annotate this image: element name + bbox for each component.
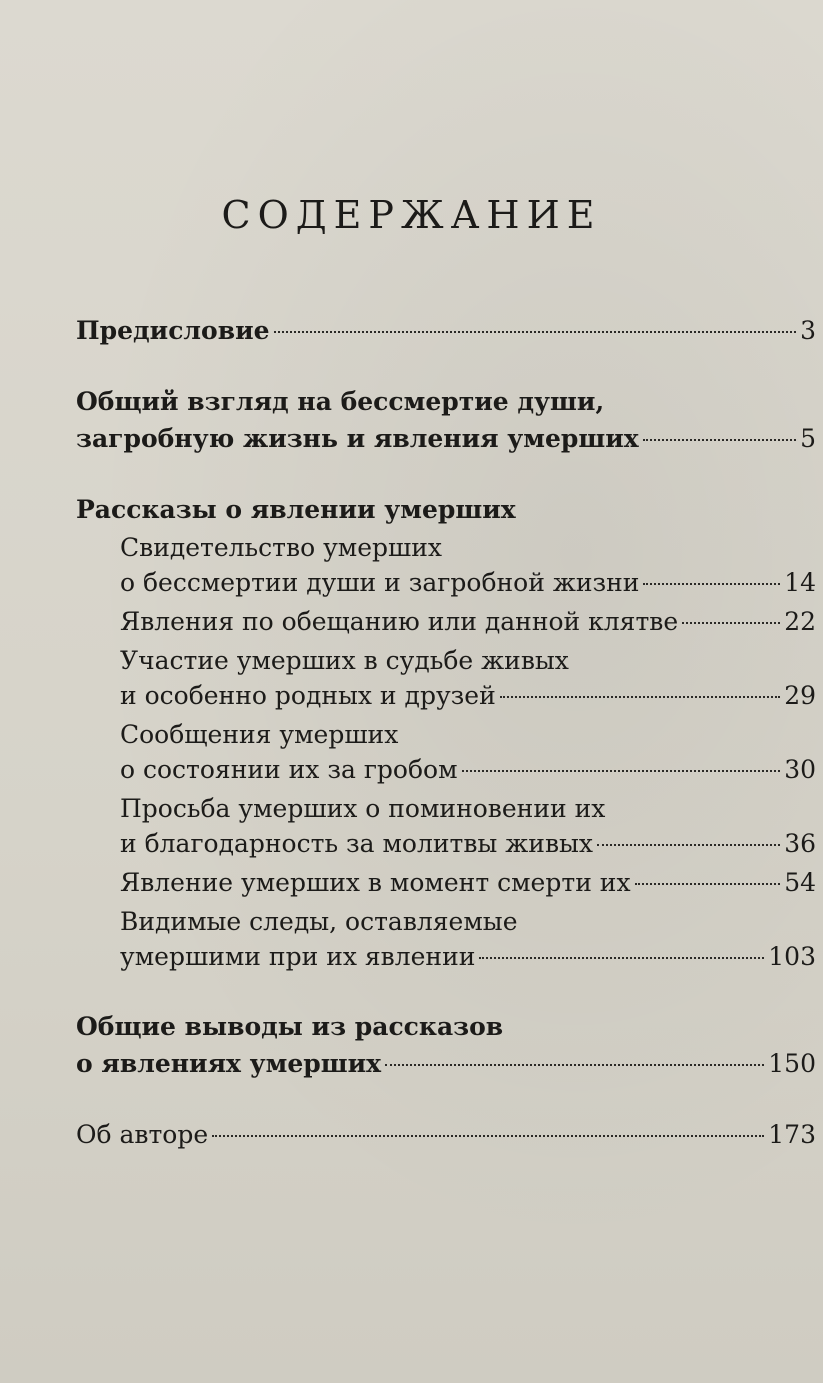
toc-subentry[interactable] [76, 791, 816, 861]
toc-entry-title-line: о явлениях умерших [76, 1049, 382, 1078]
toc-page-number: 14 [784, 568, 816, 597]
dot-leader [643, 583, 780, 585]
toc-entry-title-line: загробную жизнь и явления умерших [76, 424, 639, 453]
toc-entry-preface[interactable] [76, 312, 816, 349]
toc-entry-title-line: Сообщения умерших [120, 720, 399, 749]
toc-entry-title-line: Просьба умерших о поминовении их [120, 794, 606, 823]
dot-leader [500, 696, 780, 698]
toc-page-number: 30 [784, 755, 816, 784]
toc-entry-title-line: Участие умерших в судьбе живых [120, 646, 569, 675]
toc-page-number: 36 [784, 829, 816, 858]
toc-entry-title-line: Свидетельство умерших [120, 533, 443, 562]
toc-entry-title-line: о бессмертии души и загробной жизни [120, 568, 640, 597]
toc-subentry[interactable] [76, 530, 816, 600]
toc-entry-title-line: Явление умерших в момент смерти их [120, 868, 631, 897]
dot-leader [385, 1064, 764, 1066]
toc-entry-title-line: Видимые следы, оставляемые [120, 907, 518, 936]
dot-leader [479, 957, 764, 959]
toc-page-number: 29 [784, 681, 816, 710]
toc-subentry[interactable] [76, 643, 816, 713]
toc-subentry[interactable] [76, 904, 816, 974]
dot-leader [597, 844, 780, 846]
toc-page-number: 54 [784, 868, 816, 897]
toc-page-number: 103 [768, 942, 816, 971]
toc-page-number: 5 [800, 424, 816, 453]
page-title: СОДЕРЖАНИЕ [221, 193, 602, 237]
toc-entry-about-author[interactable] [76, 1116, 816, 1153]
toc-subentry[interactable] [76, 604, 816, 639]
dot-leader [212, 1135, 764, 1137]
dot-leader [274, 331, 797, 333]
toc-entry-title-line: о состоянии их за гробом [120, 755, 458, 784]
spacer [76, 978, 816, 1008]
toc-subentry[interactable] [76, 865, 816, 900]
dot-leader [635, 883, 781, 885]
dot-leader [462, 770, 781, 772]
toc-entry-general-view[interactable] [76, 383, 816, 457]
toc-entry-title: Об авторе [76, 1120, 209, 1149]
toc-entry-title-line: Общий взгляд на бессмертие души, [76, 387, 605, 416]
table-of-contents [76, 312, 816, 1153]
toc-page-number: 150 [768, 1049, 816, 1078]
toc-page-number: 22 [784, 607, 816, 636]
toc-entry-title-line: умершими при их явлении [120, 942, 476, 971]
toc-page-number: 173 [768, 1120, 816, 1149]
dot-leader [682, 622, 780, 624]
dot-leader [643, 439, 796, 441]
toc-entry-title-line: Явления по обещанию или данной клятве [120, 607, 679, 636]
toc-entry-conclusions[interactable] [76, 1008, 816, 1082]
toc-entry-title: Предисловие [76, 316, 270, 345]
toc-entry-title-line: и особенно родных и друзей [120, 681, 496, 710]
toc-entry-title-line: и благодарность за молитвы живых [120, 829, 594, 858]
toc-entry-title-line: Общие выводы из рассказов [76, 1012, 504, 1041]
toc-page-number: 3 [800, 316, 816, 345]
toc-subentry[interactable] [76, 717, 816, 787]
toc-group-heading-stories[interactable]: Рассказы о явлении умерших [76, 495, 516, 524]
